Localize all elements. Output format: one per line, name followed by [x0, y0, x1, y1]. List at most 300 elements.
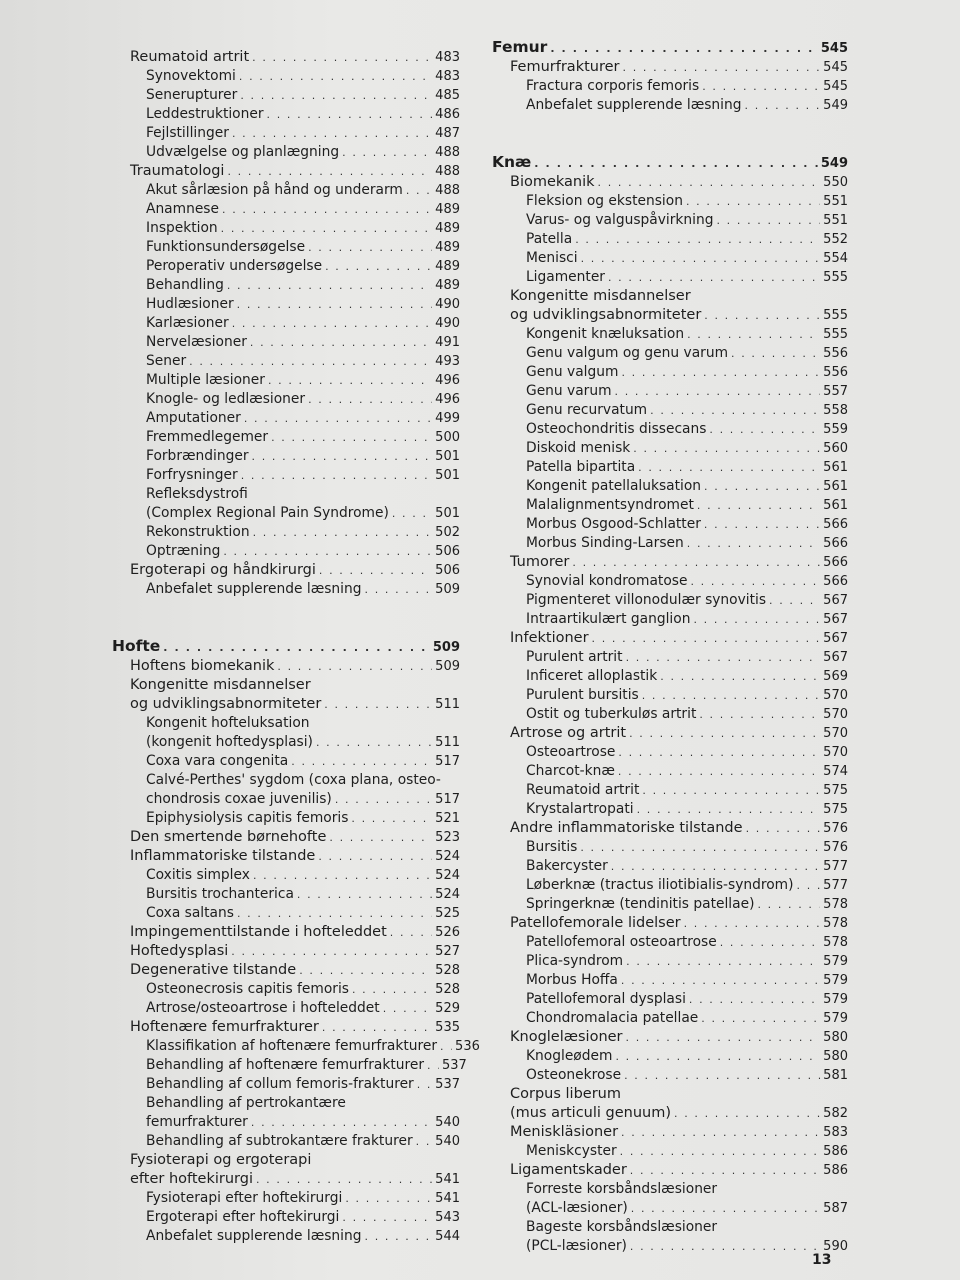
toc-entry	[112, 48, 460, 67]
toc-entry-title: og udviklingsabnormiteter	[510, 307, 702, 323]
toc-entry-title: Artrose og artrit	[510, 725, 627, 741]
toc-page-number: 557	[823, 384, 848, 399]
toc-entry-title: Infektioner	[510, 630, 589, 646]
toc-entry-title: Bakercyster	[526, 858, 608, 874]
toc-leader-dots	[581, 249, 821, 268]
toc-leader-dots	[329, 828, 432, 847]
toc-spacer	[112, 618, 460, 637]
toc-entry-title: Synovial kondromatose	[526, 573, 688, 589]
toc-chapter-entry	[112, 637, 460, 657]
toc-entry-title: Hofte	[112, 637, 161, 655]
toc-entry-title: (mus articuli genuum)	[510, 1105, 672, 1121]
toc-entry	[112, 885, 460, 904]
toc-entry-title: Reumatoid artrit	[526, 782, 640, 798]
toc-leader-dots	[222, 200, 432, 219]
toc-leader-dots	[252, 48, 432, 67]
toc-page-number: 570	[823, 745, 848, 760]
toc-entry-title: Synovektomi	[146, 68, 236, 84]
toc-page-number: 581	[823, 1068, 848, 1083]
toc-entry	[112, 980, 460, 999]
toc-entry	[112, 143, 460, 162]
toc-entry	[492, 686, 848, 705]
toc-leader-dots	[686, 192, 820, 211]
toc-entry	[492, 192, 848, 211]
toc-entry	[492, 838, 848, 857]
toc-entry-title: Senerupturer	[146, 87, 238, 103]
toc-entry-title: Behandling af hoftenære femurfrakturer	[146, 1057, 424, 1073]
toc-entry-title: og udviklingsabnormiteter	[130, 696, 322, 712]
toc-entry-title: Hoftenære femurfrakturer	[130, 1019, 319, 1035]
toc-leader-dots	[268, 371, 432, 390]
toc-entry-title: Genu valgum	[526, 364, 619, 380]
toc-entry-title: Patellofemorale lidelser	[510, 915, 681, 931]
toc-page-number: 526	[435, 925, 460, 940]
toc-leader-dots	[633, 439, 820, 458]
toc-page-number: 528	[435, 963, 460, 978]
toc-entry	[492, 439, 848, 458]
toc-page-number: 489	[435, 221, 460, 236]
toc-leader-dots	[572, 553, 820, 572]
toc-leader-dots	[342, 1208, 432, 1227]
toc-entry-title: Pigmenteret villonodulær synovitis	[526, 592, 767, 608]
toc-leader-dots	[417, 1075, 432, 1094]
toc-entry	[112, 771, 460, 790]
toc-page-number: 541	[435, 1172, 460, 1187]
toc-page-number: 561	[823, 479, 848, 494]
toc-page-number: 491	[435, 335, 460, 350]
toc-leader-dots	[620, 1142, 821, 1161]
toc-page-number: 485	[435, 88, 460, 103]
toc-entry-title: Optræning	[146, 543, 221, 559]
toc-entry	[492, 77, 848, 96]
toc-entry-title: Charcot-knæ	[526, 763, 615, 779]
toc-entry	[112, 181, 460, 200]
toc-entry-title: Epiphysiolysis capitis femoris	[146, 810, 349, 826]
toc-entry	[492, 629, 848, 648]
toc-leader-dots	[163, 638, 430, 657]
toc-entry	[492, 705, 848, 724]
toc-entry	[492, 895, 848, 914]
toc-entry	[492, 1028, 848, 1047]
toc-entry-title: Forreste korsbåndslæsioner	[526, 1181, 718, 1197]
toc-entry-title: Knogle- og ledlæsioner	[146, 391, 306, 407]
toc-entry	[492, 648, 848, 667]
toc-entry	[112, 695, 460, 714]
toc-page-number: 511	[435, 735, 460, 750]
toc-page-number: 576	[823, 840, 848, 855]
toc-leader-dots	[693, 610, 820, 629]
toc-leader-dots	[232, 124, 432, 143]
toc-page-number: 549	[823, 98, 848, 113]
toc-page-number: 561	[823, 460, 848, 475]
toc-entry	[492, 534, 848, 553]
toc-leader-dots	[237, 295, 433, 314]
toc-entry-title: Kongenitte misdannelser	[510, 288, 691, 304]
toc-page-number: 576	[823, 821, 848, 836]
toc-page-number: 569	[823, 669, 848, 684]
toc-page-number: 489	[435, 259, 460, 274]
toc-leader-dots	[271, 428, 432, 447]
toc-page-number: 574	[823, 764, 848, 779]
toc-entry	[112, 1037, 480, 1056]
toc-leader-dots	[251, 1113, 432, 1132]
toc-entry	[492, 496, 848, 515]
toc-page-number: 558	[823, 403, 848, 418]
toc-entry	[492, 1123, 848, 1142]
toc-entry-title: Ergoterapi og håndkirurgi	[130, 562, 316, 578]
toc-leader-dots	[416, 1132, 433, 1151]
toc-entry	[112, 1056, 467, 1075]
toc-entry-title: Sener	[146, 353, 187, 369]
toc-entry	[492, 382, 848, 401]
toc-leader-dots	[615, 1047, 820, 1066]
toc-chapter-entry	[492, 153, 848, 173]
toc-entry-title: Fejlstillinger	[146, 125, 229, 141]
toc-entry-title: Leddestruktioner	[146, 106, 264, 122]
toc-page-number: 506	[435, 544, 460, 559]
toc-entry-title: Forbrændinger	[146, 448, 249, 464]
toc-entry	[112, 219, 460, 238]
toc-entry	[112, 676, 460, 695]
toc-entry-title: Kongenit hofteluksation	[146, 715, 310, 731]
toc-leader-dots	[390, 923, 432, 942]
toc-entry	[112, 409, 460, 428]
toc-entry-title: Genu valgum og genu varum	[526, 345, 729, 361]
toc-entry-title: Patellofemoral osteoartrose	[526, 934, 717, 950]
toc-entry-title: Anamnese	[146, 201, 219, 217]
toc-entry-title: Fremmedlegemer	[146, 429, 269, 445]
toc-entry-title: Anbefalet supplerende læsning	[146, 581, 362, 597]
toc-leader-dots	[701, 1009, 820, 1028]
toc-leader-dots	[291, 752, 432, 771]
toc-entry-title: Ergoterapi efter hoftekirurgi	[146, 1209, 340, 1225]
toc-entry-title: Traumatologi	[130, 163, 225, 179]
toc-page-number: 517	[435, 792, 460, 807]
toc-entry-title: Kongenitte misdannelser	[130, 677, 311, 693]
toc-entry	[492, 591, 848, 610]
toc-leader-dots	[629, 724, 820, 743]
toc-entry-title: Calvé-Perthes' sygdom (coxa plana, osteo-	[146, 772, 441, 788]
toc-leader-dots	[297, 885, 432, 904]
toc-page-number: 567	[823, 612, 848, 627]
toc-leader-dots	[716, 211, 820, 230]
toc-entry-title: Meniskläsioner	[510, 1124, 619, 1140]
toc-leader-dots	[322, 1018, 432, 1037]
toc-leader-dots	[731, 344, 820, 363]
toc-entry-title: Intraartikulært ganglion	[526, 611, 691, 627]
toc-leader-dots	[797, 876, 821, 895]
toc-leader-dots	[345, 1189, 432, 1208]
toc-entry	[112, 257, 460, 276]
toc-entry	[492, 914, 848, 933]
toc-page-number: 579	[823, 954, 848, 969]
toc-entry-title: Knæ	[492, 153, 532, 171]
toc-leader-dots	[580, 838, 820, 857]
toc-entry-title: Chondromalacia patellae	[526, 1010, 699, 1026]
toc-entry	[492, 477, 848, 496]
toc-leader-dots	[769, 591, 820, 610]
toc-leader-dots	[626, 952, 820, 971]
toc-entry	[112, 67, 460, 86]
toc-entry-title: Menisci	[526, 250, 578, 266]
toc-leader-dots	[642, 781, 820, 800]
toc-entry-title: Coxa vara congenita	[146, 753, 289, 769]
toc-leader-dots	[720, 933, 820, 952]
toc-entry-title: Osteonekrose	[526, 1067, 622, 1083]
toc-page-number: 528	[435, 982, 460, 997]
toc-leader-dots	[227, 162, 432, 181]
toc-entry	[112, 733, 460, 752]
toc-page-number: 570	[823, 726, 848, 741]
toc-page-number: 566	[823, 574, 848, 589]
toc-leader-dots	[704, 306, 820, 325]
toc-entry	[112, 1208, 460, 1227]
toc-leader-dots	[598, 173, 821, 192]
toc-entry-title: Springerknæ (tendinitis patellae)	[526, 896, 755, 912]
toc-leader-dots	[690, 572, 820, 591]
toc-entry-title: Artrose/osteoartrose i hofteleddet	[146, 1000, 380, 1016]
toc-page-number: 490	[435, 316, 460, 331]
toc-entry	[112, 1018, 460, 1037]
toc-page-number: 540	[435, 1115, 460, 1130]
toc-entry-title: Patellofemoral dysplasi	[526, 991, 686, 1007]
toc-page-number: 566	[823, 555, 848, 570]
toc-entry-title: Krystalartropati	[526, 801, 634, 817]
toc-entry-title: Hoftens biomekanik	[130, 658, 275, 674]
toc-page-number: 501	[435, 468, 460, 483]
toc-entry	[492, 1104, 848, 1123]
toc-leader-dots	[704, 515, 820, 534]
toc-entry	[492, 990, 848, 1009]
toc-entry-title: Varus- og valguspåvirkning	[526, 212, 714, 228]
toc-entry	[492, 572, 848, 591]
toc-page-number: 540	[435, 1134, 460, 1149]
toc-chapter-entry	[492, 38, 848, 58]
toc-leader-dots	[335, 790, 432, 809]
toc-entry-title: Anbefalet supplerende læsning	[526, 97, 742, 113]
toc-entry-title: Reumatoid artrit	[130, 49, 250, 65]
toc-leader-dots	[757, 895, 820, 914]
toc-page-number: 567	[823, 650, 848, 665]
toc-entry	[112, 371, 460, 390]
toc-page-number: 575	[823, 802, 848, 817]
toc-leader-dots	[618, 743, 820, 762]
toc-entry	[112, 828, 460, 847]
toc-leader-dots	[392, 504, 432, 523]
toc-page-number: 488	[435, 183, 460, 198]
toc-entry	[492, 268, 848, 287]
toc-leader-dots	[342, 143, 432, 162]
toc-leader-dots	[709, 420, 820, 439]
toc-leader-dots	[746, 819, 821, 838]
toc-page-number: 555	[823, 308, 848, 323]
toc-leader-dots	[630, 1237, 820, 1256]
toc-leader-dots	[575, 230, 820, 249]
toc-page-number: 578	[823, 916, 848, 931]
toc-leader-dots	[237, 904, 432, 923]
toc-leader-dots	[684, 914, 821, 933]
toc-entry	[492, 306, 848, 325]
toc-page-number: 586	[823, 1144, 848, 1159]
toc-page-number: 529	[435, 1001, 460, 1016]
toc-entry	[112, 961, 460, 980]
toc-leader-dots	[637, 800, 821, 819]
toc-leader-dots	[624, 1066, 820, 1085]
toc-page-number: 490	[435, 297, 460, 312]
toc-entry-title: Peroperativ undersøgelse	[146, 258, 323, 274]
toc-entry	[112, 105, 460, 124]
toc-leader-dots	[687, 325, 820, 344]
toc-page-number: 577	[823, 859, 848, 874]
toc-leader-dots	[277, 657, 432, 676]
toc-entry-title: (kongenit hoftedysplasi)	[146, 734, 313, 750]
toc-leader-dots	[623, 58, 821, 77]
toc-page-number: 527	[435, 944, 460, 959]
toc-leader-dots	[615, 382, 821, 401]
toc-entry-title: Behandling	[146, 277, 224, 293]
toc-entry-title: Tumorer	[510, 554, 570, 570]
toc-page-number: 517	[435, 754, 460, 769]
toc-entry-title: Fleksion og ekstension	[526, 193, 683, 209]
toc-leader-dots	[687, 534, 820, 553]
toc-leader-dots	[221, 219, 433, 238]
toc-page-number: 509	[435, 582, 460, 597]
toc-entry	[492, 401, 848, 420]
toc-entry	[112, 485, 460, 504]
toc-page-number: 487	[435, 126, 460, 141]
toc-leader-dots	[299, 961, 432, 980]
toc-page-number: 580	[823, 1049, 848, 1064]
toc-leader-dots	[223, 542, 432, 561]
toc-entry	[492, 553, 848, 572]
toc-page-number: 555	[823, 270, 848, 285]
toc-leader-dots	[324, 695, 432, 714]
toc-left-column	[112, 48, 480, 1246]
toc-entry	[492, 971, 848, 990]
toc-leader-dots	[241, 466, 432, 485]
toc-leader-dots	[256, 1170, 432, 1189]
toc-entry	[492, 800, 848, 819]
toc-entry-title: Bursitis	[526, 839, 578, 855]
toc-page-number: 561	[823, 498, 848, 513]
toc-leader-dots	[308, 238, 432, 257]
toc-page-number: 496	[435, 392, 460, 407]
toc-page-number: 524	[435, 887, 460, 902]
toc-leader-dots	[550, 39, 818, 58]
toc-page-number: 509	[435, 659, 460, 674]
toc-leader-dots	[244, 409, 432, 428]
toc-entry-title: Femurfrakturer	[510, 59, 620, 75]
toc-page-number: 536	[455, 1039, 480, 1054]
toc-leader-dots	[351, 809, 432, 828]
toc-entry	[492, 1199, 848, 1218]
toc-leader-dots	[239, 67, 432, 86]
toc-leader-dots	[626, 648, 821, 667]
toc-entry	[492, 1180, 848, 1199]
toc-entry	[492, 344, 848, 363]
toc-leader-dots	[674, 1104, 820, 1123]
toc-entry	[492, 933, 848, 952]
toc-entry	[112, 504, 460, 523]
toc-page-number: 537	[435, 1077, 460, 1092]
toc-entry	[112, 657, 460, 676]
toc-entry-title: Hudlæsioner	[146, 296, 234, 312]
toc-entry	[492, 287, 848, 306]
toc-entry	[112, 1170, 460, 1189]
toc-page-number: 567	[823, 593, 848, 608]
toc-page-number: 489	[435, 202, 460, 217]
toc-page-number: 489	[435, 240, 460, 255]
toc-leader-dots	[611, 857, 820, 876]
toc-entry	[112, 333, 460, 352]
toc-page-number: 502	[435, 525, 460, 540]
toc-entry	[112, 200, 460, 219]
toc-leader-dots	[592, 629, 821, 648]
toc-entry	[492, 1218, 848, 1237]
toc-leader-dots	[325, 257, 432, 276]
toc-leader-dots	[631, 1199, 820, 1218]
toc-entry-title: Andre inflammatoriske tilstande	[510, 820, 743, 836]
toc-entry-title: Osteoartrose	[526, 744, 616, 760]
toc-entry	[492, 781, 848, 800]
toc-page-number: 577	[823, 878, 848, 893]
toc-entry-title: Knoglelæsioner	[510, 1029, 623, 1045]
toc-leader-dots	[267, 105, 433, 124]
toc-entry	[112, 276, 460, 295]
toc-entry-title: Purulent artrit	[526, 649, 623, 665]
toc-entry-title: Anbefalet supplerende læsning	[146, 1228, 362, 1244]
toc-page-number: 545	[820, 41, 848, 56]
toc-entry-title: Patella	[526, 231, 573, 247]
toc-entry	[492, 743, 848, 762]
toc-leader-dots	[319, 561, 432, 580]
toc-leader-dots	[227, 276, 432, 295]
toc-page-number: 551	[823, 213, 848, 228]
toc-entry	[112, 1132, 460, 1151]
toc-page-number: 500	[435, 430, 460, 445]
toc-leader-dots	[253, 866, 432, 885]
toc-entry-title: Coxa saltans	[146, 905, 234, 921]
toc-page-number: 579	[823, 992, 848, 1007]
toc-entry-title: Patella bipartita	[526, 459, 636, 475]
toc-entry	[492, 96, 848, 115]
toc-entry	[112, 1075, 460, 1094]
toc-entry-title: Purulent bursitis	[526, 687, 639, 703]
toc-entry	[492, 1237, 848, 1256]
toc-leader-dots	[253, 523, 433, 542]
toc-entry	[492, 58, 848, 77]
toc-entry-title: Coxitis simplex	[146, 867, 250, 883]
toc-page-number: 486	[435, 107, 460, 122]
toc-leader-dots	[745, 96, 821, 115]
toc-entry-title: chondrosis coxae juvenilis)	[146, 791, 332, 807]
toc-entry	[492, 667, 848, 686]
toc-leader-dots	[316, 733, 432, 752]
toc-entry	[492, 819, 848, 838]
toc-entry-title: (Complex Regional Pain Syndrome)	[146, 505, 389, 521]
toc-page-number: 541	[435, 1191, 460, 1206]
toc-entry	[492, 1047, 848, 1066]
toc-entry	[492, 458, 848, 477]
toc-entry-title: Refleksdystrofi	[146, 486, 248, 502]
toc-entry-title: Den smertende børnehofte	[130, 829, 327, 845]
toc-page-number: 570	[823, 707, 848, 722]
toc-entry	[112, 162, 460, 181]
toc-page-number: 535	[435, 1020, 460, 1035]
toc-entry	[112, 942, 460, 961]
toc-entry-title: Kongenit patellaluksation	[526, 478, 702, 494]
toc-entry	[112, 295, 460, 314]
